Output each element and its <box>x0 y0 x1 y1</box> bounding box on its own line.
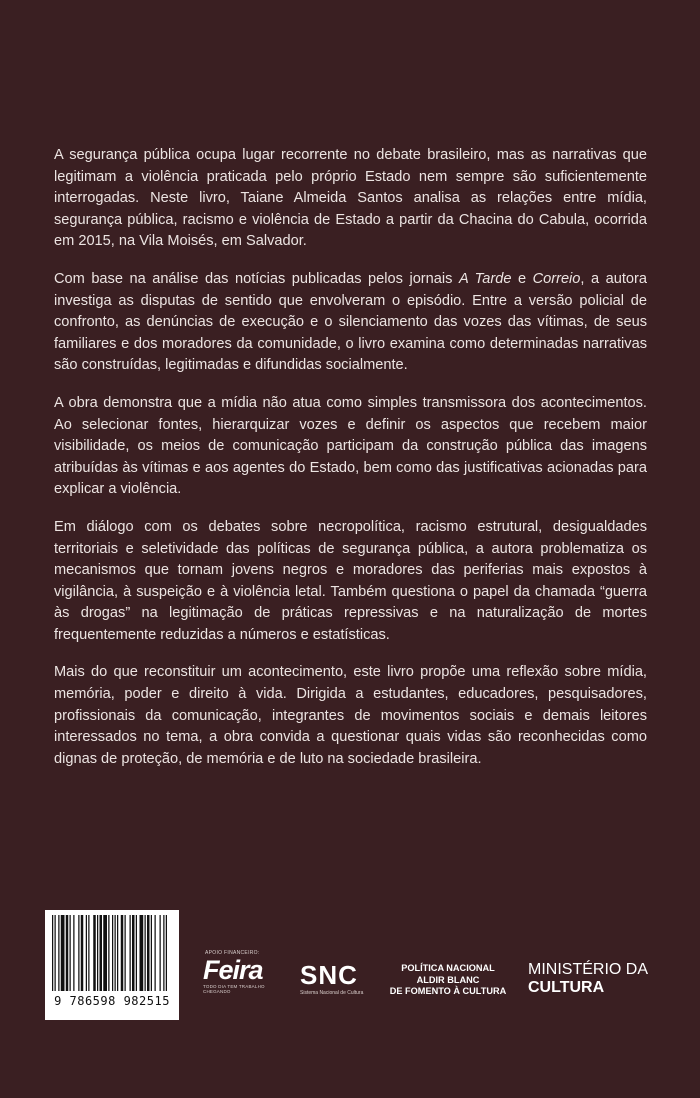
barcode-bar <box>155 915 156 991</box>
pnab-logo <box>388 963 508 998</box>
barcode-bar <box>147 915 150 991</box>
barcode-bar <box>125 915 126 991</box>
feira-wordmark: Feira <box>203 955 263 985</box>
pnab-line-2: ALDIR BLANC <box>416 974 480 985</box>
barcode-bar <box>145 915 146 991</box>
paragraph-2-text-b: e <box>511 270 533 287</box>
paragraph-3: A obra demonstra que a mídia não atua como simples transmissora dos acontecimentos. Ao selecionar fontes, hierarquizar vozes e definir os aspectos que recebem maior visibilidade, os meios de comunicação participam da construção pública das imagens atribuídas às vítimas e aos agentes do Estado, bem como das justificativas acionadas para explicar a violência. <box>54 394 647 498</box>
pnab-line-3: DE FOMENTO À CULTURA <box>389 986 507 996</box>
paragraph-2-text-a: Com base na análise das notícias publicadas pelos jornais <box>54 270 459 287</box>
barcode-bar <box>160 915 161 991</box>
isbn-barcode <box>45 910 179 1020</box>
barcode-bar <box>70 915 71 991</box>
barcode-bar <box>88 915 89 991</box>
barcode-bar <box>93 915 96 991</box>
paragraph-5: Mais do que reconstituir um acontecimento, este livro propõe uma reflexão sobre mídia, memória, poder e direito à vida. Dirigida a estudantes, educadores, pesquisadores, profissionais da comunicação, integrantes de movimentos sociais e demais leitores interessados no tema, a obra convida a questionar quais vidas são reconhecidas como dignas de proteção, de memória e de luto na sociedade brasileira. <box>54 664 647 767</box>
barcode-bar <box>52 915 53 991</box>
barcode-bar <box>136 915 137 991</box>
feira-logo <box>203 950 281 994</box>
barcode-bar <box>61 915 65 991</box>
paragraph-2 <box>54 269 647 377</box>
isbn-digits: 9 786598 982515 <box>54 994 170 1008</box>
feira-tagline: TODO DIA TEM TRABALHO CHEGANDO <box>203 984 265 994</box>
barcode-bars <box>50 915 174 993</box>
barcode-bar <box>108 915 109 991</box>
barcode-bar <box>58 915 59 991</box>
snc-subtitle: Sistema Nacional de Cultura <box>300 990 364 996</box>
barcode-bar <box>130 915 131 991</box>
barcode-bar <box>166 915 167 991</box>
ministerio-cultura-logo <box>528 961 668 997</box>
barcode-bar <box>78 915 79 991</box>
snc-logo <box>300 960 375 996</box>
barcode-bar <box>55 915 56 991</box>
barcode-bar <box>66 915 69 991</box>
barcode-bar <box>97 915 98 991</box>
barcode-bar <box>140 915 144 991</box>
pnab-line-1: POLÍTICA NACIONAL <box>401 963 495 973</box>
newspaper-title-a-tarde: A Tarde <box>458 270 512 287</box>
feira-apoio-label: APOIO FINANCEIRO: <box>205 950 260 956</box>
barcode-bar <box>81 915 84 991</box>
snc-wordmark: SNC <box>300 960 358 990</box>
paragraph-1: A segurança pública ocupa lugar recorrente no debate brasileiro, mas as narrativas que legitimam a violência praticada pelo próprio Estado nem sempre são suficientemente interrogadas. Neste livro, Taiane Almeida Santos analisa as relações entre mídia, segurança pública, racismo e violência de Estado a partir da Chacina do Cabula, ocorrida em 2015, na Vila Moisés, em Salvador. <box>54 147 647 250</box>
synopsis-text <box>54 145 647 786</box>
barcode-bar <box>115 915 116 991</box>
newspaper-title-correio: Correio <box>532 270 581 287</box>
barcode-bar <box>100 915 103 991</box>
paragraph-4: Em diálogo com os debates sobre necropolítica, racismo estrutural, desigualdades territoriais e seletividade das políticas de segurança pública, a autora problematiza os mecanismos que tornam jovens negros e moradores das periferias mais expostos à vigilância, à suspeição e à violência letal. Também questiona o papel da chamada “guerra às drogas” na legitimação de práticas repressivas e na naturalização de mortes frequentemente reduzidas a números e estatísticas. <box>54 518 647 643</box>
barcode-bar <box>117 915 118 991</box>
paragraph-2-text-c: , a autora investiga as disputas de sentido que envolveram o episódio. Entre a versão policial de confronto, as denúncias de execução e o silenciamento das vozes das vítimas, de seus familiares e dos moradores da comunidade, o livro examina como determinadas narrativas são construídas, legitimadas e difundidas socialmente. <box>54 270 647 374</box>
barcode-bar <box>151 915 152 991</box>
barcode-bar <box>103 915 107 991</box>
minc-line-1: MINISTÉRIO DA <box>528 961 649 978</box>
barcode-bar <box>73 915 74 991</box>
barcode-bar <box>86 915 87 991</box>
barcode-bar <box>112 915 113 991</box>
minc-line-2: CULTURA <box>528 979 605 996</box>
barcode-bar <box>132 915 135 991</box>
barcode-bar <box>163 915 164 991</box>
barcode-bar <box>121 915 124 991</box>
